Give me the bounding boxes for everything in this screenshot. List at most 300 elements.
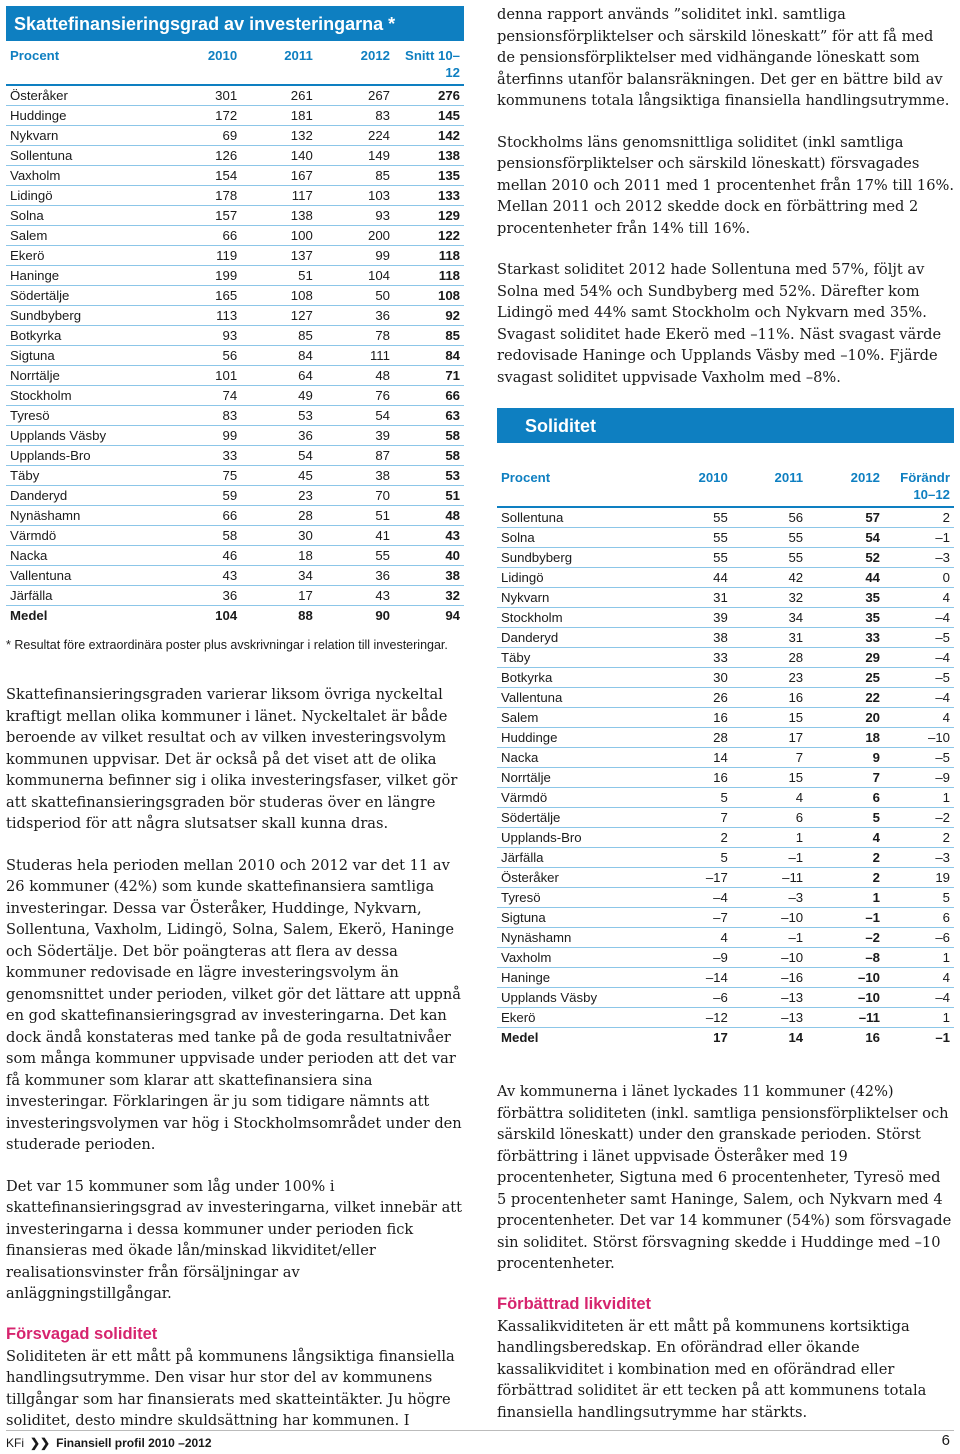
table-cell: 200 bbox=[317, 226, 394, 246]
row-label: Järfälla bbox=[497, 848, 655, 868]
table-cell: 4 bbox=[655, 928, 732, 948]
row-label: Värmdö bbox=[6, 526, 164, 546]
table-cell: 29 bbox=[807, 648, 884, 668]
table-cell: 138 bbox=[241, 206, 317, 226]
row-label: Solna bbox=[497, 528, 655, 548]
table-cell: 16 bbox=[865, 1030, 880, 1045]
table-cell: 118 bbox=[394, 246, 464, 266]
left-text bbox=[6, 684, 464, 1432]
table-cell: 133 bbox=[394, 186, 464, 206]
table-row bbox=[497, 988, 954, 1008]
table-cell: 261 bbox=[241, 85, 317, 106]
brand-logo: KFi bbox=[6, 1436, 24, 1450]
table-cell: 93 bbox=[317, 206, 394, 226]
table-cell: 32 bbox=[732, 588, 807, 608]
table-cell: 36 bbox=[317, 566, 394, 586]
table-cell: 126 bbox=[164, 146, 241, 166]
table-cell: 18 bbox=[807, 728, 884, 748]
table-row bbox=[497, 1008, 954, 1028]
table-cell: –1 bbox=[807, 908, 884, 928]
table1-header-cell: 2012 bbox=[317, 41, 394, 85]
table-cell: 5 bbox=[655, 788, 732, 808]
row-label: Upplands Väsby bbox=[497, 988, 655, 1008]
table-cell: 2 bbox=[807, 848, 884, 868]
table-cell: 54 bbox=[807, 528, 884, 548]
table-cell: 28 bbox=[732, 648, 807, 668]
table-cell: –17 bbox=[655, 868, 732, 888]
table-row bbox=[6, 126, 464, 146]
table-row bbox=[6, 146, 464, 166]
table-cell: –10 bbox=[884, 728, 954, 748]
table-cell: 15 bbox=[732, 708, 807, 728]
table-cell: 14 bbox=[655, 748, 732, 768]
table-row bbox=[6, 266, 464, 286]
row-label: Vaxholm bbox=[6, 166, 164, 186]
table-row bbox=[6, 546, 464, 566]
table-cell: –4 bbox=[884, 988, 954, 1008]
row-label: Österåker bbox=[6, 85, 164, 106]
row-label: Sigtuna bbox=[6, 346, 164, 366]
soliditet-table bbox=[497, 463, 954, 1047]
row-label: Vallentuna bbox=[6, 566, 164, 586]
table-cell: 38 bbox=[655, 628, 732, 648]
table-cell: 83 bbox=[164, 406, 241, 426]
average-row bbox=[6, 606, 464, 626]
page-footer bbox=[6, 1432, 954, 1454]
table-cell: 15 bbox=[732, 768, 807, 788]
table-cell: 157 bbox=[164, 206, 241, 226]
table-cell: 17 bbox=[241, 586, 317, 606]
table-cell: –5 bbox=[884, 748, 954, 768]
table-cell: 267 bbox=[317, 85, 394, 106]
table-row bbox=[497, 968, 954, 988]
table-cell: 99 bbox=[164, 426, 241, 446]
table-cell: 104 bbox=[317, 266, 394, 286]
table-cell: 7 bbox=[655, 808, 732, 828]
table-cell: –5 bbox=[884, 668, 954, 688]
table-row bbox=[497, 648, 954, 668]
table-cell: –1 bbox=[732, 928, 807, 948]
table-cell: 25 bbox=[807, 668, 884, 688]
table-row bbox=[497, 548, 954, 568]
table-cell: 4 bbox=[732, 788, 807, 808]
table-cell: 55 bbox=[655, 548, 732, 568]
table-row bbox=[497, 708, 954, 728]
table-cell: –3 bbox=[884, 848, 954, 868]
page-number: 6 bbox=[941, 1432, 950, 1449]
table-cell: 66 bbox=[164, 226, 241, 246]
table-cell: 129 bbox=[394, 206, 464, 226]
table-cell: 76 bbox=[317, 386, 394, 406]
table-cell: 36 bbox=[317, 306, 394, 326]
table-row bbox=[6, 166, 464, 186]
table-cell: –2 bbox=[807, 928, 884, 948]
table-cell: 26 bbox=[655, 688, 732, 708]
table-cell: 59 bbox=[164, 486, 241, 506]
table-row bbox=[497, 528, 954, 548]
table-cell: 36 bbox=[164, 586, 241, 606]
row-label: Vaxholm bbox=[497, 948, 655, 968]
row-label: Nykvarn bbox=[6, 126, 164, 146]
table-cell: 167 bbox=[241, 166, 317, 186]
table1-header-row bbox=[6, 41, 464, 85]
table-cell: 16 bbox=[732, 688, 807, 708]
table-row bbox=[497, 928, 954, 948]
table-cell: 44 bbox=[655, 568, 732, 588]
row-label: Upplands-Bro bbox=[6, 446, 164, 466]
table-cell: –4 bbox=[884, 608, 954, 628]
table-cell: 43 bbox=[394, 526, 464, 546]
table-row bbox=[497, 808, 954, 828]
table-cell: 142 bbox=[394, 126, 464, 146]
table-cell: 87 bbox=[317, 446, 394, 466]
row-label: Nynäshamn bbox=[497, 928, 655, 948]
table-cell: 145 bbox=[394, 106, 464, 126]
row-label: Salem bbox=[6, 226, 164, 246]
table-row bbox=[6, 426, 464, 446]
table-cell: 55 bbox=[655, 528, 732, 548]
left-column bbox=[6, 0, 464, 1452]
table-cell: 66 bbox=[164, 506, 241, 526]
table-cell: 140 bbox=[241, 146, 317, 166]
table-cell: 85 bbox=[317, 166, 394, 186]
table-cell: 165 bbox=[164, 286, 241, 306]
row-label: Haninge bbox=[497, 968, 655, 988]
table-cell: 52 bbox=[807, 548, 884, 568]
row-label: Haninge bbox=[6, 266, 164, 286]
paragraph: Det var 15 kommuner som låg under 100% i skattefinansieringsgrad av investeringarna, vilket innebär att investeringarna i dessa kommuner under perioden fick finansieras med ökade lån/minskad likviditet/eller realisationsvinster från försäljningar av anläggningstillgångar. bbox=[6, 1177, 463, 1302]
row-label: Täby bbox=[6, 466, 164, 486]
table-cell: –16 bbox=[732, 968, 807, 988]
table-row bbox=[497, 748, 954, 768]
table-cell: 49 bbox=[241, 386, 317, 406]
table-cell: 301 bbox=[164, 85, 241, 106]
row-label: Sigtuna bbox=[497, 908, 655, 928]
table-cell: –10 bbox=[732, 948, 807, 968]
table-cell: 35 bbox=[807, 608, 884, 628]
table-cell: 48 bbox=[317, 366, 394, 386]
table-cell: 137 bbox=[241, 246, 317, 266]
table-cell: 55 bbox=[732, 548, 807, 568]
table-row bbox=[6, 206, 464, 226]
table-row bbox=[6, 446, 464, 466]
table-cell: 84 bbox=[241, 346, 317, 366]
row-label: Upplands Väsby bbox=[6, 426, 164, 446]
table2-title: Soliditet bbox=[497, 408, 954, 443]
table2-header-row bbox=[497, 463, 954, 507]
table-cell: 54 bbox=[241, 446, 317, 466]
table-cell: 4 bbox=[884, 708, 954, 728]
row-label: Norrtälje bbox=[497, 768, 655, 788]
paragraph: Av kommunerna i länet lyckades 11 kommuner (42%) förbättra soliditeten (inkl. samtliga pensionsförpliktelser och särskild löneskatt) under den granskade perioden. Störst förbättring i länet uppvisade Österåker med 19 procentenheter, Sigtuna med 6 procentenheter, Tyresö med 5 procentenheter samt Haninge, Salem, och Nykvarn med 4 procentenheter. Det var 14 kommuner (54%) som försvagade sin soliditet. Störst försvagning skedde i Huddinge med –10 procentenheter. bbox=[497, 1083, 952, 1272]
row-label: Sundbyberg bbox=[6, 306, 164, 326]
right-text-bottom bbox=[497, 1081, 954, 1423]
row-label: Sundbyberg bbox=[497, 548, 655, 568]
table-cell: 9 bbox=[807, 748, 884, 768]
table-cell: 127 bbox=[241, 306, 317, 326]
table-cell: 30 bbox=[655, 668, 732, 688]
table-cell: 4 bbox=[884, 968, 954, 988]
table-cell: 51 bbox=[241, 266, 317, 286]
table-cell: 56 bbox=[732, 507, 807, 528]
table-cell: 2 bbox=[884, 828, 954, 848]
table-cell: 5 bbox=[884, 888, 954, 908]
right-column bbox=[497, 0, 954, 1443]
table-cell: 66 bbox=[394, 386, 464, 406]
table-cell: –9 bbox=[884, 768, 954, 788]
average-row bbox=[497, 1028, 954, 1048]
table-cell: 132 bbox=[241, 126, 317, 146]
table-cell: 32 bbox=[394, 586, 464, 606]
table-cell: 6 bbox=[807, 788, 884, 808]
table-row bbox=[6, 226, 464, 246]
table-cell: –14 bbox=[655, 968, 732, 988]
table-cell: 4 bbox=[884, 588, 954, 608]
row-label: Järfälla bbox=[6, 586, 164, 606]
table-cell: 7 bbox=[732, 748, 807, 768]
row-label: Österåker bbox=[497, 868, 655, 888]
double-chevron-icon: ❯❯ bbox=[30, 1436, 51, 1450]
table-cell: 48 bbox=[394, 506, 464, 526]
row-label: Huddinge bbox=[6, 106, 164, 126]
row-label: Danderyd bbox=[6, 486, 164, 506]
table-row bbox=[497, 688, 954, 708]
table-cell: 17 bbox=[713, 1030, 728, 1045]
table1-title: Skattefinansieringsgrad av investeringarna * bbox=[6, 6, 464, 41]
table-cell: 16 bbox=[655, 708, 732, 728]
table-cell: 31 bbox=[655, 588, 732, 608]
table-row bbox=[6, 566, 464, 586]
row-label: Södertälje bbox=[6, 286, 164, 306]
table2-header-cell: Förändr 10–12 bbox=[884, 463, 954, 507]
table-cell: 1 bbox=[884, 1008, 954, 1028]
table2-header-cell: Procent bbox=[497, 463, 655, 507]
table-cell: 45 bbox=[241, 466, 317, 486]
table-row bbox=[6, 346, 464, 366]
table-row bbox=[497, 507, 954, 528]
table-cell: 20 bbox=[807, 708, 884, 728]
table-cell: 33 bbox=[655, 648, 732, 668]
footer-divider bbox=[6, 1430, 954, 1431]
table-cell: 111 bbox=[317, 346, 394, 366]
table-row bbox=[6, 526, 464, 546]
paragraph: Soliditeten är ett mått på kommunens långsiktiga finansiella handlingsutrymme. Den visar hur stor del av kommunens tillgångar som har finansierats med skatteintäkter. Ju högre soliditet, desto mindre skuldsättning har kommunen. I bbox=[6, 1347, 455, 1429]
table-cell: 1 bbox=[732, 828, 807, 848]
table2-header-cell: 2010 bbox=[655, 463, 732, 507]
table-cell: 117 bbox=[241, 186, 317, 206]
table-cell: 51 bbox=[317, 506, 394, 526]
table1-header-cell: Procent bbox=[6, 41, 164, 85]
row-label: Stockholm bbox=[6, 386, 164, 406]
table-cell: 5 bbox=[807, 808, 884, 828]
table-cell: 56 bbox=[164, 346, 241, 366]
table-cell: 33 bbox=[164, 446, 241, 466]
row-label: Lidingö bbox=[6, 186, 164, 206]
paragraph: Starkast soliditet 2012 hade Sollentuna med 57%, följt av Solna med 54% och Sundbyberg med 52%. Därefter kom Lidingö med 44% samt Stockholm och Nykvarn med 35%. Svagast soliditet hade Ekerö med –11%. Näst svagast värde redovisade Haninge och Upplands Väsby med –10%. Fjärde svagast soliditet uppvisade Vaxholm med –8%. bbox=[497, 261, 942, 386]
row-label: Huddinge bbox=[497, 728, 655, 748]
table-cell: 58 bbox=[394, 446, 464, 466]
row-label: Nacka bbox=[497, 748, 655, 768]
paragraph: Skattefinansieringsgraden varierar liksom övriga nyckeltal kraftigt mellan olika kommuner i länet. Nyckeltalet är både beroende av vilket resultat och av vilken investeringsvolym kommunen uppvisar. Det är också på det viset att de olika kommunerna befinner sig i olika investeringsfaser, vilket gör att skattefinansieringsgraden bör studeras över en längre tidsperiod för att några slutsatser skall kunna dras. bbox=[6, 686, 458, 832]
table-cell: 103 bbox=[317, 186, 394, 206]
table-cell: 41 bbox=[317, 526, 394, 546]
table-cell: –1 bbox=[732, 848, 807, 868]
table-row bbox=[497, 768, 954, 788]
table-row bbox=[497, 608, 954, 628]
table-cell: 178 bbox=[164, 186, 241, 206]
table-cell: 46 bbox=[164, 546, 241, 566]
table-cell: 90 bbox=[375, 608, 390, 623]
row-label: Salem bbox=[497, 708, 655, 728]
row-label: Medel bbox=[501, 1030, 539, 1045]
table-cell: 22 bbox=[807, 688, 884, 708]
row-label: Botkyrka bbox=[6, 326, 164, 346]
row-label: Nykvarn bbox=[497, 588, 655, 608]
table-cell: 199 bbox=[164, 266, 241, 286]
table-cell: –11 bbox=[732, 868, 807, 888]
table-row bbox=[497, 828, 954, 848]
table-cell: –4 bbox=[884, 688, 954, 708]
table-cell: 54 bbox=[317, 406, 394, 426]
table-cell: 104 bbox=[215, 608, 238, 623]
table-cell: 122 bbox=[394, 226, 464, 246]
table-cell: 101 bbox=[164, 366, 241, 386]
table1-header-cell: 2010 bbox=[164, 41, 241, 85]
row-label: Nynäshamn bbox=[6, 506, 164, 526]
table-row bbox=[497, 788, 954, 808]
table-cell: 30 bbox=[241, 526, 317, 546]
table-cell: 70 bbox=[317, 486, 394, 506]
table-row bbox=[6, 366, 464, 386]
table-cell: 63 bbox=[394, 406, 464, 426]
table-row bbox=[6, 506, 464, 526]
table-cell: 78 bbox=[317, 326, 394, 346]
table-cell: –6 bbox=[884, 928, 954, 948]
table-cell: 5 bbox=[655, 848, 732, 868]
table-cell: 84 bbox=[394, 346, 464, 366]
table-cell: 1 bbox=[884, 948, 954, 968]
table-cell: 7 bbox=[807, 768, 884, 788]
table-cell: 149 bbox=[317, 146, 394, 166]
table-row bbox=[497, 948, 954, 968]
row-label: Danderyd bbox=[497, 628, 655, 648]
table-cell: 38 bbox=[317, 466, 394, 486]
table-cell: 138 bbox=[394, 146, 464, 166]
table-cell: –4 bbox=[655, 888, 732, 908]
table-row bbox=[497, 728, 954, 748]
table-cell: –13 bbox=[732, 988, 807, 1008]
row-label: Sollentuna bbox=[497, 507, 655, 528]
table-cell: 42 bbox=[732, 568, 807, 588]
table-cell: –4 bbox=[884, 648, 954, 668]
table-cell: –1 bbox=[884, 528, 954, 548]
table-cell: 50 bbox=[317, 286, 394, 306]
table1-body bbox=[6, 85, 464, 625]
table-row bbox=[6, 106, 464, 126]
table2-body bbox=[497, 507, 954, 1047]
table-cell: 85 bbox=[394, 326, 464, 346]
table-cell: 16 bbox=[655, 768, 732, 788]
table-cell: 118 bbox=[394, 266, 464, 286]
table-cell: 1 bbox=[807, 888, 884, 908]
row-label: Medel bbox=[10, 608, 48, 623]
row-label: Upplands-Bro bbox=[497, 828, 655, 848]
table-cell: 6 bbox=[884, 908, 954, 928]
row-label: Vallentuna bbox=[497, 688, 655, 708]
table-cell: –10 bbox=[807, 988, 884, 1008]
table-cell: 71 bbox=[394, 366, 464, 386]
table-cell: 94 bbox=[445, 608, 460, 623]
table-cell: 276 bbox=[394, 85, 464, 106]
table-cell: 1 bbox=[884, 788, 954, 808]
table-cell: 58 bbox=[164, 526, 241, 546]
table-cell: 43 bbox=[317, 586, 394, 606]
table-cell: 83 bbox=[317, 106, 394, 126]
table-cell: 18 bbox=[241, 546, 317, 566]
table2-header-cell: 2011 bbox=[732, 463, 807, 507]
table-cell: 43 bbox=[164, 566, 241, 586]
table-cell: –9 bbox=[655, 948, 732, 968]
table-cell: 28 bbox=[241, 506, 317, 526]
row-label: Ekerö bbox=[497, 1008, 655, 1028]
table1-footnote: * Resultat före extraordinära poster plus avskrivningar i relation till investeringar. bbox=[6, 638, 448, 652]
table-cell: 44 bbox=[807, 568, 884, 588]
table-cell: 40 bbox=[394, 546, 464, 566]
table-cell: 53 bbox=[241, 406, 317, 426]
table-cell: 53 bbox=[394, 466, 464, 486]
table-cell: –1 bbox=[935, 1030, 950, 1045]
table-cell: 55 bbox=[317, 546, 394, 566]
table-cell: –8 bbox=[807, 948, 884, 968]
table-row bbox=[497, 848, 954, 868]
table-row bbox=[497, 888, 954, 908]
table-cell: 75 bbox=[164, 466, 241, 486]
table-row bbox=[6, 466, 464, 486]
table-cell: –13 bbox=[732, 1008, 807, 1028]
table-cell: 0 bbox=[884, 568, 954, 588]
row-label: Ekerö bbox=[6, 246, 164, 266]
table-cell: 100 bbox=[241, 226, 317, 246]
paragraph: Studeras hela perioden mellan 2010 och 2012 var det 11 av 26 kommuner (42%) som kunde skattefinansiera samtliga investeringar. Dessa var Österåker, Huddinge, Nykvarn, Sollentuna, Vaxholm, Lidingö, Solna, Salem, Ekerö, Haninge och Södertälje. Det bör poängteras att flera av dessa kommuner redovisade en lägre investeringsvolym än genomsnittet under perioden, vilket gör det lättare att uppnå en god skattefinansieringsgrad av investeringarna. Det kan dock ändå konstateras med tanke på de goda resultatnivåer som många kommuner uppvisade under perioden att det var få kommuner som klarar att skattefinansiera sina investeringar. Förklaringen är ju som tidigare nämnts att investeringsvolymen var hög i Stockholmsområdet under den studerade perioden. bbox=[6, 856, 462, 1153]
table-cell: 6 bbox=[732, 808, 807, 828]
table-cell: –5 bbox=[884, 628, 954, 648]
table-cell: 69 bbox=[164, 126, 241, 146]
table-row bbox=[6, 246, 464, 266]
table-cell: 23 bbox=[732, 668, 807, 688]
table-cell: 39 bbox=[317, 426, 394, 446]
table-cell: 88 bbox=[298, 608, 313, 623]
table-row bbox=[6, 186, 464, 206]
investment-financing-table bbox=[6, 41, 464, 625]
row-label: Stockholm bbox=[497, 608, 655, 628]
table-cell: 55 bbox=[655, 507, 732, 528]
row-label: Tyresö bbox=[6, 406, 164, 426]
row-label: Lidingö bbox=[497, 568, 655, 588]
table-cell: 17 bbox=[732, 728, 807, 748]
table-cell: 74 bbox=[164, 386, 241, 406]
table-cell: 38 bbox=[394, 566, 464, 586]
table-cell: 55 bbox=[732, 528, 807, 548]
table-cell: 58 bbox=[394, 426, 464, 446]
table-cell: 93 bbox=[164, 326, 241, 346]
table-row bbox=[497, 668, 954, 688]
row-label: Solna bbox=[6, 206, 164, 226]
section-heading-soliditet: Försvagad soliditet bbox=[6, 1324, 158, 1343]
table-cell: 135 bbox=[394, 166, 464, 186]
table-cell: 51 bbox=[394, 486, 464, 506]
table-cell: 108 bbox=[241, 286, 317, 306]
table-cell: –10 bbox=[732, 908, 807, 928]
